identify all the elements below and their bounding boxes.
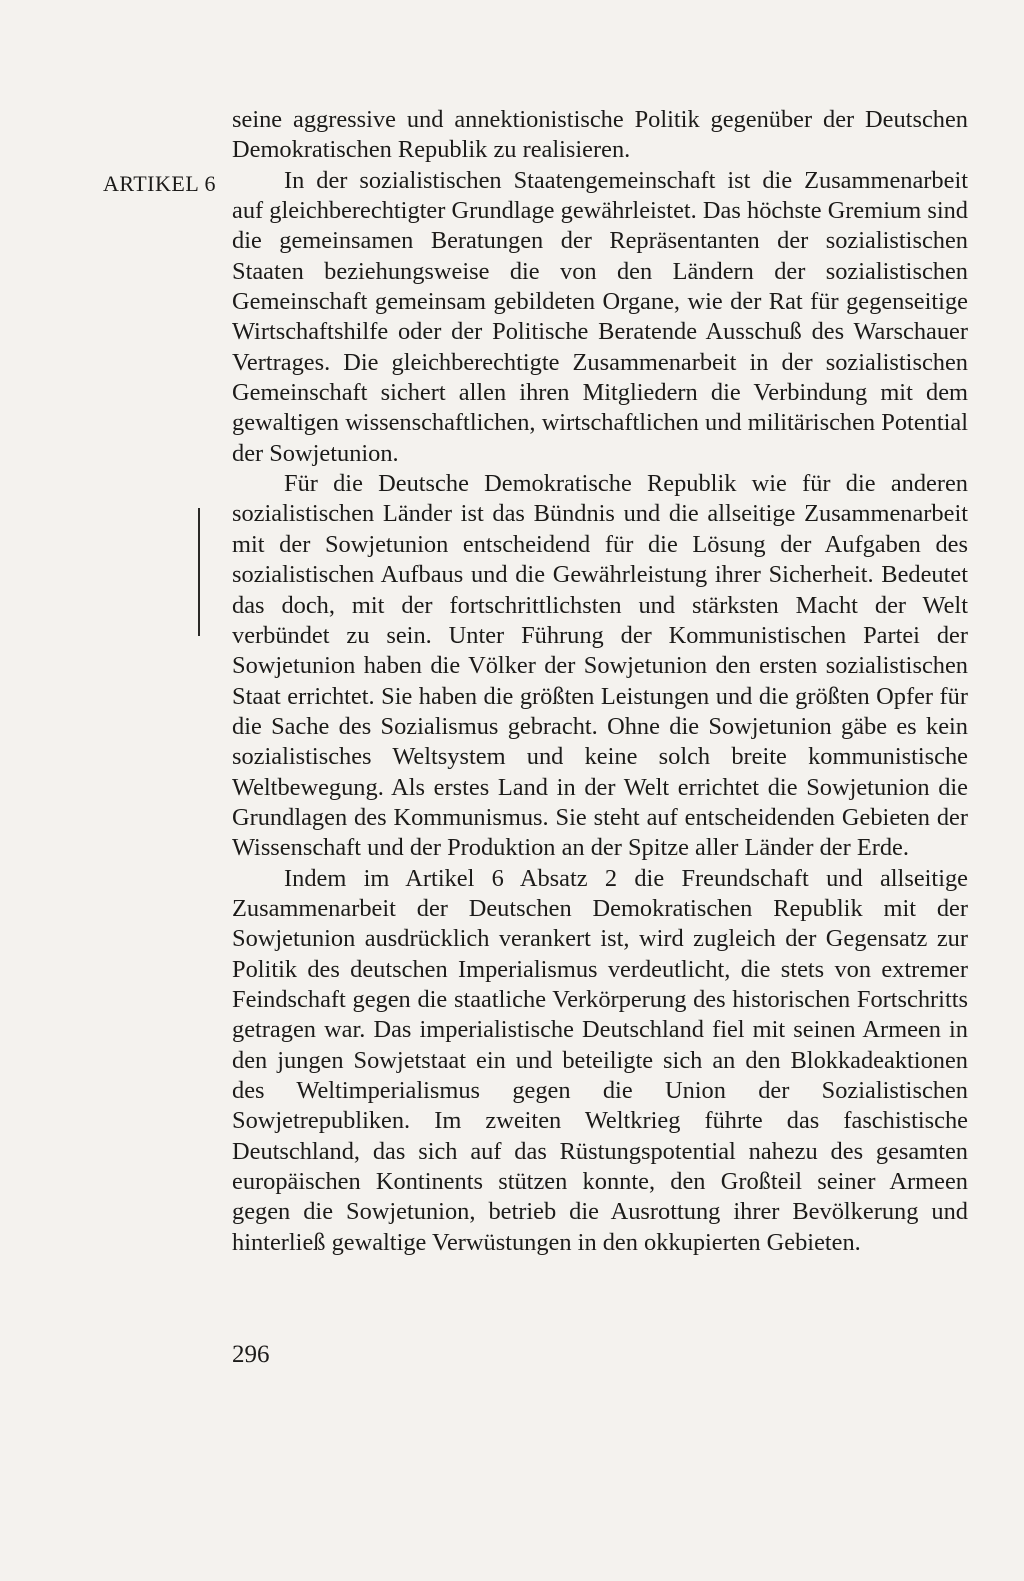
paragraph-article-6: In der sozialistischen Staatengemeinschaft ist die Zusammenarbeit auf gleichberechtigter Grundlage gewährleistet. Das höchste Gremium sind die gemeinsamen Beratungen der Repräsentanten der sozialistischen Staaten beziehungsweise die von den Ländern der sozialistischen Gemeinschaft gemeinsam gebildeten Organe, wie der Rat für gegenseitige Wirtschaftshilfe oder der Politische Beratende Ausschuß des Warschauer Vertrages. Die gleichberechtigte Zusammenarbeit in der sozialistischen Gemeinschaft sichert allen ihren Mitgliedern die Verbindung mit dem gewaltigen wissenschaftlichen, wirtschaftlichen und militärischen Potential der Sowjetunion. <box>232 166 968 467</box>
page-number: 296 <box>232 1341 270 1368</box>
margin-marker-line <box>198 508 200 636</box>
article-margin-label: ARTIKEL 6 <box>103 171 216 196</box>
paragraph-continuation: seine aggressive und annektionistische Politik gegenüber der Deutschen Demokratischen Republik zu realisieren. <box>232 106 968 164</box>
paragraph-soviet-alliance: Für die Deutsche Demokratische Republik wie für die anderen sozialistischen Länder ist das Bündnis und die allseitige Zusammenarbeit mit der Sowjetunion entscheidend für die Lösung der Aufgaben des sozialistischen Aufbaus und die Gewährleistung ihrer Sicherheit. Bedeutet das doch, mit der fortschrittlichsten und stärksten Macht der Welt verbündet zu sein. Unter Führung der Kommunistischen Partei der Sowjetunion haben die Völker der Sowjetunion den ersten sozialistischen Staat errichtet. Sie haben die größten Leistungen und die größten Opfer für die Sache des Sozialismus gebracht. Ohne die Sowjetunion gäbe es kein sozialistisches Weltsystem und keine solch breite kommunistische Weltbewegung. Als erstes Land in der Welt errichtet die Sowjetunion die Grundlagen des Kommunismus. Sie steht auf entscheidenden Gebieten der Wissenschaft und der Produktion an der Spitze aller Länder der Erde. <box>232 470 968 862</box>
paragraph-imperialism-contrast: Indem im Artikel 6 Absatz 2 die Freundschaft und allseitige Zusammenarbeit der Deutschen Demokratischen Republik mit der Sowjetunion ausdrücklich verankert ist, wird zugleich der Gegensatz zur Politik des deutschen Imperialismus verdeutlicht, die stets von extremer Feindschaft gegen die staatliche Verkörperung des historischen Fortschritts getragen war. Das imperialistische Deutschland fiel mit seinen Armeen in den jungen Sowjetstaat ein und beteiligte sich an den Blokkadeaktionen des Weltimperialismus gegen die Union der Sozialistischen Sowjetrepubliken. Im zweiten Weltkrieg führte das faschistische Deutschland, das sich auf das Rüstungspotential nahezu des gesamten europäischen Kontinents stützen konnte, den Großteil seiner Armeen gegen die Sowjetunion, betrieb die Ausrottung ihrer Bevölkerung und hinterließ gewaltige Verwüstungen in den okkupierten Gebieten. <box>232 864 968 1256</box>
body-text <box>232 105 968 1258</box>
